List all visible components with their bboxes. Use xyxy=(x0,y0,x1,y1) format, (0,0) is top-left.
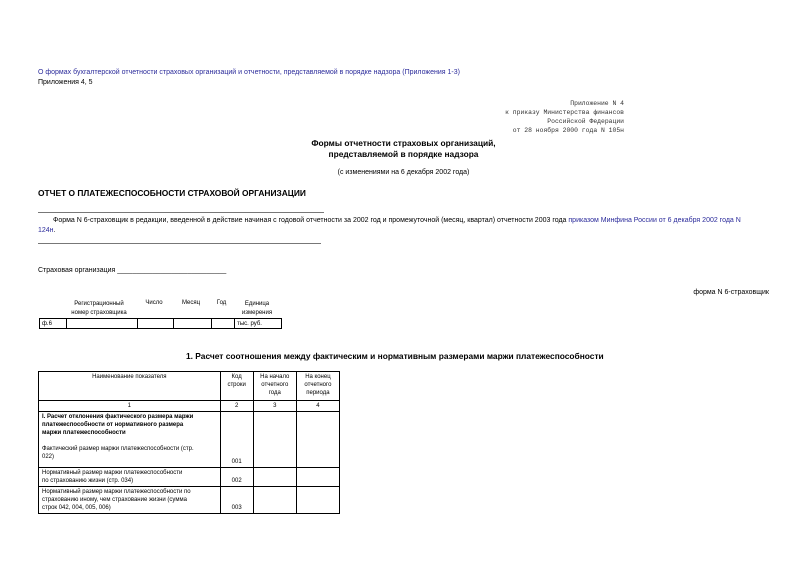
col-number: 4 xyxy=(296,401,339,412)
document-title xyxy=(0,138,807,160)
row-heading-line: платежеспособности от нормативного размера xyxy=(42,422,184,428)
divider xyxy=(38,212,324,213)
ministry-order-link-cont[interactable]: 124н xyxy=(38,227,54,234)
month-cell[interactable] xyxy=(174,319,212,329)
order-ref-line: от 28 ноября 2000 года N 105н xyxy=(512,127,624,134)
col-header-end-line: На конец xyxy=(305,374,331,380)
col-header-end-line: отчетного xyxy=(304,382,332,388)
appendix-sub-label: Приложения 4, 5 xyxy=(38,79,93,86)
row-name-line: Фактический размер маржи платежеспособности (стр. xyxy=(42,446,194,452)
col-header-start-line: года xyxy=(268,390,281,396)
col-header-start xyxy=(253,372,296,401)
order-reference xyxy=(505,99,624,135)
edition-tail: . xyxy=(53,227,56,234)
year-header: Год xyxy=(216,300,227,306)
form-code: форма N 6-страховщик xyxy=(693,289,769,296)
row-name-line: по страхованию жизни (стр. 034) xyxy=(42,478,134,484)
top-link[interactable]: О формах бухгалтерской отчетности страховых организаций и отчетности, представляемой в порядке надзора (Приложения 1-3) xyxy=(38,69,460,76)
row-name-cell xyxy=(39,468,221,487)
row-start-cell[interactable] xyxy=(253,487,296,514)
reg-num-cell[interactable] xyxy=(66,319,137,329)
row-code-cell: 003 xyxy=(220,487,253,514)
insurer-field: Страховая организация ____________________________ xyxy=(38,267,227,274)
divider xyxy=(38,243,321,244)
unit-header xyxy=(233,300,281,318)
row-end-cell[interactable] xyxy=(296,487,339,514)
unit-header-line: Единица xyxy=(244,301,270,307)
reg-num-header-line: Регистрационный xyxy=(74,301,124,307)
row-start-cell[interactable] xyxy=(253,468,296,487)
col-header-end xyxy=(296,372,339,401)
col-number: 1 xyxy=(39,401,221,412)
day-header: Число xyxy=(145,300,163,306)
row-name-line: страхованию иному, чем страхование жизни (сумма xyxy=(42,497,187,503)
col-number: 3 xyxy=(253,401,296,412)
month-header: Месяц xyxy=(181,300,201,306)
report-title: ОТЧЕТ О ПЛАТЕЖЕСПОСОБНОСТИ СТРАХОВОЙ ОРГАНИЗАЦИИ xyxy=(38,188,306,198)
table-row xyxy=(39,487,340,514)
document-title-line: Формы отчетности страховых организаций, xyxy=(311,138,496,148)
reg-num-header-line: номер страховщика xyxy=(71,310,127,316)
column-number-row xyxy=(39,401,340,412)
unit-cell: тыс. руб. xyxy=(235,319,282,329)
col-header-start-line: отчетного xyxy=(261,382,289,388)
col-number: 2 xyxy=(220,401,253,412)
row-name-cell xyxy=(39,487,221,514)
row-start-cell[interactable] xyxy=(253,412,296,468)
table-row xyxy=(39,412,340,468)
row-name-line: Нормативный размер маржи платежеспособности xyxy=(42,470,183,476)
form-code-cell: ф.6 xyxy=(40,319,67,329)
document-title-line: представляемой в порядке надзора xyxy=(328,149,479,159)
order-ref-line: к приказу Министерства финансов xyxy=(505,109,624,116)
edition-text: Форма N 6-страховщик в редакции, введенной в действие начиная с годовой отчетности за 2002 год и промежуточной (месяц, квартал) отчетности 2003 года xyxy=(53,217,569,224)
row-end-cell[interactable] xyxy=(296,468,339,487)
registration-table xyxy=(39,318,282,329)
col-header-end-line: периода xyxy=(306,390,330,396)
day-cell[interactable] xyxy=(137,319,174,329)
reg-num-header xyxy=(58,300,140,318)
row-name-line: строк 042, 004, 005, 006) xyxy=(42,505,111,511)
table-row xyxy=(39,468,340,487)
ministry-order-link[interactable]: приказом Минфина России от 6 декабря 2002 года N xyxy=(568,217,741,224)
col-header-code xyxy=(220,372,253,401)
row-heading-line: I. Расчет отклонения фактического размера маржи xyxy=(42,414,194,420)
row-code-cell: 001 xyxy=(220,412,253,468)
registration-row xyxy=(40,319,282,329)
row-name-cell xyxy=(39,412,221,468)
year-cell[interactable] xyxy=(212,319,235,329)
row-name-line: Нормативный размер маржи платежеспособности по xyxy=(42,489,191,495)
col-header-code-line: Код xyxy=(231,374,242,380)
edition-paragraph xyxy=(38,216,770,236)
section-title: 1. Расчет соотношения между фактическим и нормативным размерами маржи платежеспособности xyxy=(186,351,604,361)
row-end-cell[interactable] xyxy=(296,412,339,468)
order-ref-line: Приложение N 4 xyxy=(570,100,624,107)
order-ref-line: Российской Федерации xyxy=(547,118,624,125)
row-name-line: 022) xyxy=(42,454,55,460)
row-code-cell: 002 xyxy=(220,468,253,487)
col-header-code-line: строки xyxy=(227,382,246,388)
margin-table xyxy=(38,371,340,514)
col-header-start-line: На начало xyxy=(260,374,290,380)
unit-header-line: измерения xyxy=(241,310,273,316)
header-row xyxy=(39,372,340,401)
amendment-note: (с изменениями на 6 декабря 2002 года) xyxy=(337,169,470,176)
row-heading-line: маржи платежеспособности xyxy=(42,430,126,436)
col-header-name: Наименование показателя xyxy=(39,372,221,401)
